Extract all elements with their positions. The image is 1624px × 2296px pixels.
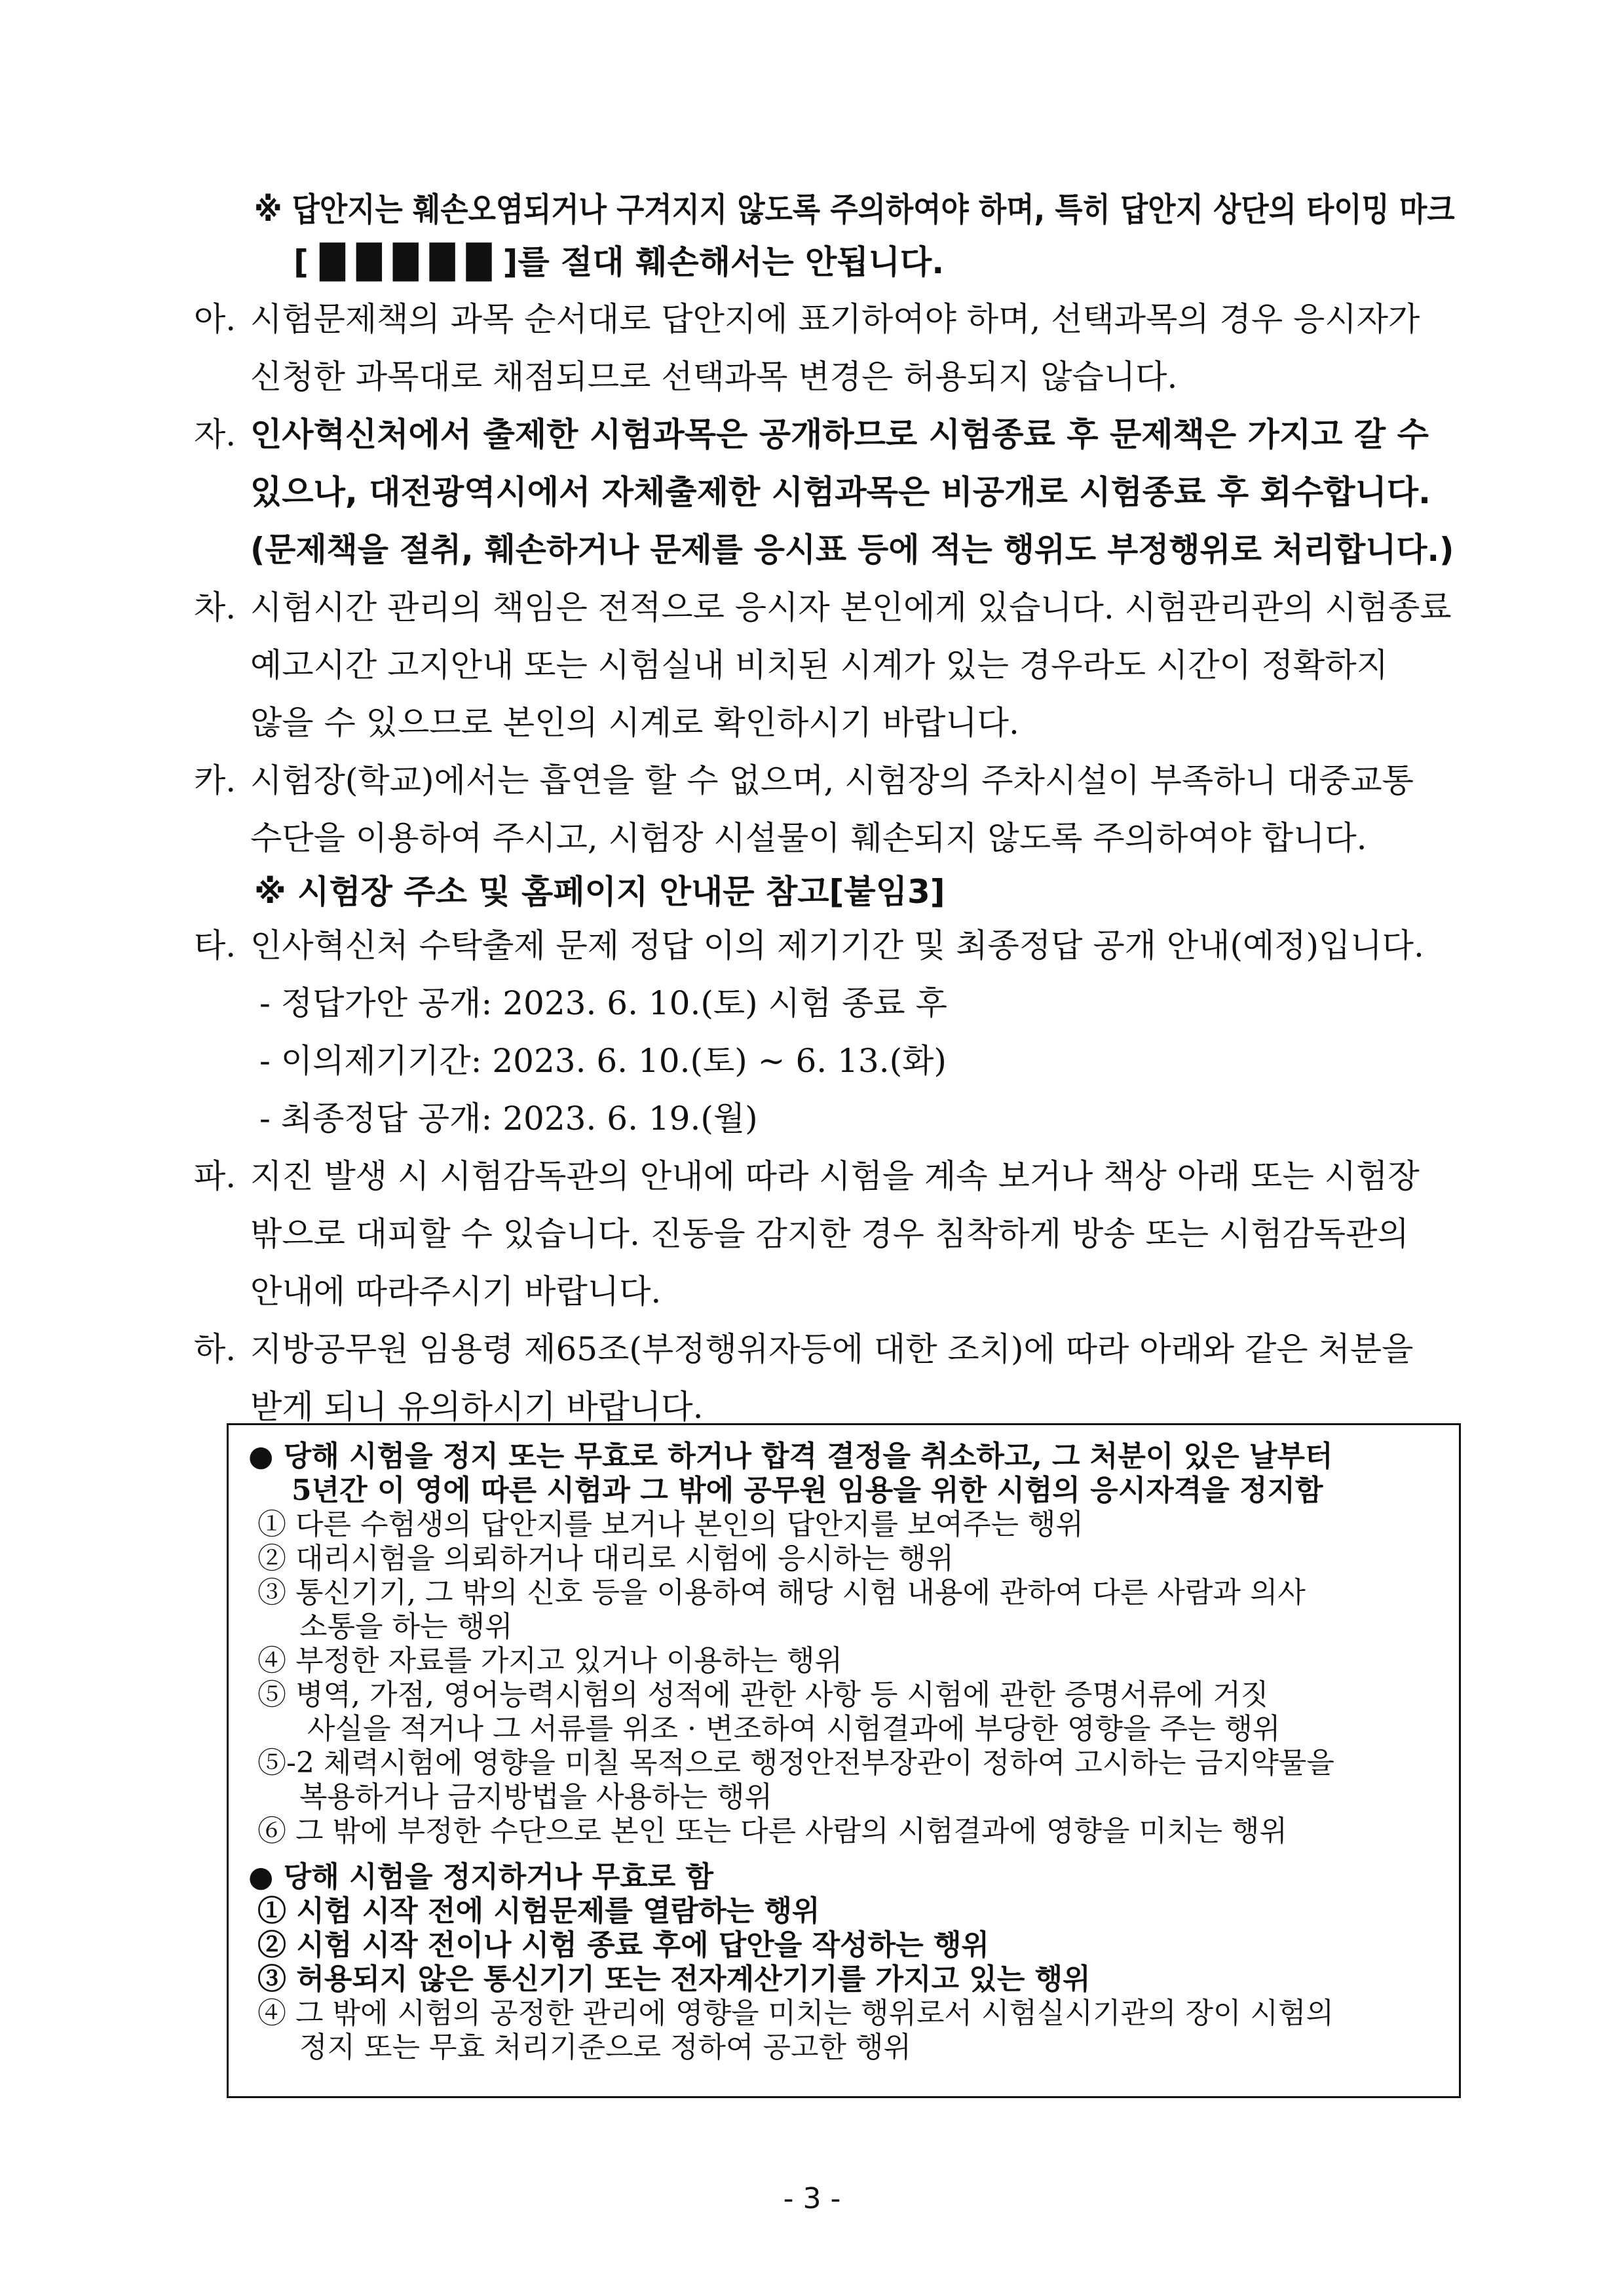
penalty-section2-item: ④ 그 밖에 시험의 공정한 관리에 영향을 미치는 행위로서 시험실시기관의 장이 시험의 <box>257 1997 1334 2030</box>
item-a-line2: 신청한 과목대로 채점되므로 선택과목 변경은 허용되지 않습니다. <box>250 358 1178 396</box>
penalty-section1-item: ② 대리시험을 의뢰하거나 대리로 시험에 응시하는 행위 <box>257 1542 954 1575</box>
penalty-section1-item: ⑥ 그 밖에 부정한 수단으로 본인 또는 다른 사람의 시험결과에 영향을 미치는 행위 <box>257 1814 1287 1848</box>
penalty-section2-item: ③ 허용되지 않은 통신기기 또는 전자계산기기를 가지고 있는 행위 <box>257 1962 1091 1996</box>
item-g-line1: 지방공무원 임용령 제65조(부정행위자등에 대한 조치)에 따라 아래와 같은 처분을 <box>250 1330 1414 1368</box>
penalty-section2-item: ② 시험 시작 전이나 시험 종료 후에 답안을 작성하는 행위 <box>257 1928 989 1962</box>
item-f-label: 파. <box>194 1157 236 1195</box>
item-b-line1: 인사혁신처에서 출제한 시험과목은 공개하므로 시험종료 후 문제책은 가지고 갈 수 <box>250 415 1429 453</box>
penalty-section1-item-cont: 복용하거나 금지방법을 사용하는 행위 <box>299 1780 773 1814</box>
penalty-section2-item-cont: 정지 또는 무효 처리기준으로 정하여 공고한 행위 <box>299 2031 911 2064</box>
item-g-line2: 받게 되니 유의하시기 바랍니다. <box>250 1388 704 1426</box>
item-e-line1: 인사혁신처 수탁출제 문제 정답 이의 제기기간 및 최종정답 공개 안내(예정)입니다. <box>250 927 1424 965</box>
penalty-section1-item-cont: 사실을 적거나 그 서류를 위조 · 변조하여 시험결과에 부당한 영향을 주는 행위 <box>307 1712 1281 1746</box>
item-e-line3: - 이의제기기간: 2023. 6. 10.(토) ~ 6. 13.(화) <box>259 1042 947 1080</box>
penalty-section1-title1: ● 당해 시험을 정지 또는 무효로 하거나 합격 결정을 취소하고, 그 처분이 있은 날부터 <box>248 1440 1333 1473</box>
item-c-label: 차. <box>194 588 236 626</box>
penalty-section2-title: ● 당해 시험을 정지하거나 무효로 함 <box>248 1860 714 1894</box>
item-a-line1: 시험문제책의 과목 순서대로 답안지에 표기하여야 하며, 선택과목의 경우 응시자가 <box>250 300 1420 338</box>
penalty-section1-item-cont: 소통을 하는 행위 <box>299 1610 513 1643</box>
item-b-label: 자. <box>194 415 236 453</box>
penalty-section2-item: ① 시험 시작 전에 시험문제를 열람하는 행위 <box>257 1894 820 1928</box>
exam-site-note: ※ 시험장 주소 및 홈페이지 안내문 참고[붙임3] <box>254 873 945 911</box>
item-d-label: 카. <box>194 761 236 799</box>
item-g-label: 하. <box>194 1330 236 1368</box>
item-f-line2: 밖으로 대피할 수 있습니다. 진동을 감지한 경우 침착하게 방송 또는 시험감독관의 <box>250 1215 1409 1253</box>
penalty-box <box>227 1423 1461 2098</box>
item-b-line2: 있으나, 대전광역시에서 자체출제한 시험과목은 비공개로 시험종료 후 회수합니다. <box>250 473 1431 511</box>
item-c-line1: 시험시간 관리의 책임은 전적으로 응시자 본인에게 있습니다. 시험관리관의 시험종료 <box>250 588 1452 626</box>
item-e-label: 타. <box>194 927 236 965</box>
item-f-line3: 안내에 따라주시기 바랍니다. <box>250 1272 662 1311</box>
penalty-section1-item: ④ 부정한 자료를 가지고 있거나 이용하는 행위 <box>257 1644 842 1677</box>
item-c-line3: 않을 수 있으므로 본인의 시계로 확인하시기 바랍니다. <box>250 704 1019 742</box>
item-e-line4: - 최종정답 공개: 2023. 6. 19.(월) <box>259 1100 758 1138</box>
item-c-line2: 예고시간 고지안내 또는 시험실내 비치된 시계가 있는 경우라도 시간이 정확하지 <box>250 646 1388 684</box>
penalty-section1-title2: 5년간 이 영에 따른 시험과 그 밖에 공무원 임용을 위한 시험의 응시자격을 정지함 <box>292 1474 1323 1507</box>
item-a-label: 아. <box>194 300 236 338</box>
item-f-line1: 지진 발생 시 시험감독관의 안내에 따라 시험을 계속 보거나 책상 아래 또는 시험장 <box>250 1157 1420 1195</box>
item-d-line1: 시험장(학교)에서는 흡연을 할 수 없으며, 시험장의 주차시설이 부족하니 대중교통 <box>250 761 1414 799</box>
penalty-section1-item: ③ 통신기기, 그 밖의 신호 등을 이용하여 해당 시험 내용에 관하여 다른 사람과 의사 <box>257 1576 1306 1609</box>
item-e-line2: - 정답가안 공개: 2023. 6. 10.(토) 시험 종료 후 <box>259 984 947 1022</box>
timing-mark-notice-line1: ※ 답안지는 훼손오염되거나 구겨지지 않도록 주의하여야 하며, 특히 답안지 상단의 타이밍 마크 <box>254 191 1455 229</box>
item-d-line2: 수단을 이용하여 주시고, 시험장 시설물이 훼손되지 않도록 주의하여야 합니다. <box>250 819 1367 857</box>
penalty-section1-item: ① 다른 수험생의 답안지를 보거나 본인의 답안지를 보여주는 행위 <box>257 1508 1084 1541</box>
timing-mark-notice-line2: [ █ █ █ █ █ ]를 절대 훼손해서는 안됩니다. <box>293 243 945 281</box>
penalty-section1-item: ⑤-2 체력시험에 영향을 미칠 목적으로 행정안전부장관이 정하여 고시하는 금지약물을 <box>257 1746 1334 1780</box>
penalty-section1-item: ⑤ 병역, 가점, 영어능력시험의 성적에 관한 사항 등 시험에 관한 증명서류에 거짓 <box>257 1678 1269 1712</box>
item-b-line3: (문제책을 절취, 훼손하거나 문제를 응시표 등에 적는 행위도 부정행위로 처리합니다.) <box>250 531 1454 569</box>
page-number: - 3 - <box>783 2182 841 2215</box>
